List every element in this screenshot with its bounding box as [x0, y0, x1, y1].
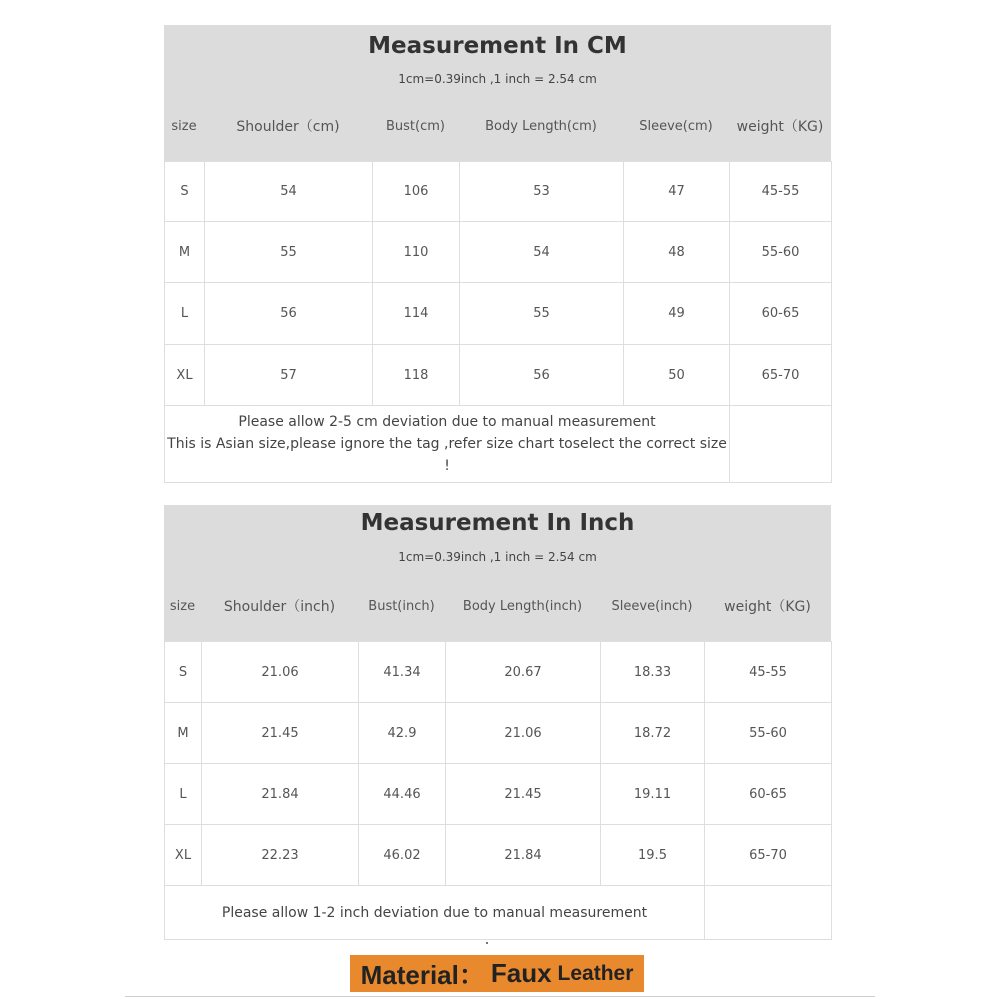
table-cell: 21.45: [446, 764, 601, 825]
deviation-note: Please allow 1-2 inch deviation due to manual measurement: [221, 904, 648, 921]
empty-cell: [705, 886, 832, 940]
note-row: [165, 406, 832, 483]
col-sleeve: Sleeve(inch): [611, 598, 693, 614]
stray-dot: [486, 942, 488, 944]
col-shoulder: Shoulder（inch): [223, 599, 336, 615]
inch-chart-title: Measurement In Inch: [360, 510, 635, 536]
table-cell: 19.5: [601, 825, 705, 886]
table-row: [165, 283, 832, 345]
table-cell: 60-65: [705, 764, 832, 825]
cm-chart-subtitle: 1cm=0.39inch ,1 inch = 2.54 cm: [398, 72, 597, 86]
note-cell: [165, 406, 730, 483]
table-cell: 55-60: [730, 222, 832, 283]
col-sleeve: Sleeve(cm): [639, 118, 713, 134]
table-cell: 50: [624, 345, 730, 406]
table-row: [165, 642, 832, 703]
inch-chart-subtitle: 1cm=0.39inch ,1 inch = 2.54 cm: [398, 550, 597, 564]
table-cell: 18.33: [601, 642, 705, 703]
col-bust: Bust(cm): [386, 118, 445, 134]
table-cell: 21.06: [202, 642, 359, 703]
col-size: size: [169, 598, 196, 614]
table-row: [165, 703, 832, 764]
table-cell: 55: [460, 283, 624, 345]
size-cell: XL: [165, 345, 205, 406]
inch-size-chart: [164, 505, 831, 940]
table-row: [165, 162, 832, 222]
table-cell: 21.84: [446, 825, 601, 886]
inch-chart-header: [164, 505, 831, 641]
table-cell: 53: [460, 162, 624, 222]
table-cell: 55: [205, 222, 373, 283]
material-label: [350, 955, 644, 992]
table-cell: 48: [624, 222, 730, 283]
table-row: [165, 764, 832, 825]
cm-column-headers: [164, 115, 831, 137]
table-cell: 55-60: [705, 703, 832, 764]
bottom-divider: [125, 996, 875, 997]
table-cell: 19.11: [601, 764, 705, 825]
material-value-main: Faux: [490, 958, 552, 988]
asian-size-note: This is Asian size,please ignore the tag ,refer size chart toselect the correct size !: [167, 436, 727, 474]
table-cell: 42.9: [359, 703, 446, 764]
size-cell: M: [165, 703, 202, 764]
col-shoulder: Shoulder（cm): [236, 119, 340, 135]
inch-column-headers: [164, 595, 831, 617]
table-cell: 65-70: [730, 345, 832, 406]
table-cell: 46.02: [359, 825, 446, 886]
table-cell: 21.45: [202, 703, 359, 764]
table-cell: 65-70: [705, 825, 832, 886]
size-cell: M: [165, 222, 205, 283]
col-bust: Bust(inch): [368, 598, 435, 614]
table-row: [165, 222, 832, 283]
size-cell: S: [165, 162, 205, 222]
table-cell: 47: [624, 162, 730, 222]
note-row: [165, 886, 832, 940]
table-cell: 18.72: [601, 703, 705, 764]
size-cell: L: [165, 283, 205, 345]
size-cell: L: [165, 764, 202, 825]
size-cell: XL: [165, 825, 202, 886]
table-cell: 106: [373, 162, 460, 222]
cm-size-chart: [164, 25, 831, 483]
cm-chart-header: [164, 25, 831, 161]
col-weight: weight（KG): [736, 119, 824, 135]
table-cell: 54: [460, 222, 624, 283]
table-cell: 49: [624, 283, 730, 345]
table-row: [165, 825, 832, 886]
col-body-length: Body Length(cm): [485, 118, 597, 134]
table-cell: 41.34: [359, 642, 446, 703]
deviation-note: Please allow 2-5 cm deviation due to manual measurement: [238, 414, 656, 430]
note-cell: [165, 886, 705, 940]
empty-cell: [730, 406, 832, 483]
table-cell: 20.67: [446, 642, 601, 703]
material-label-prefix: Material：: [360, 960, 485, 990]
table-cell: 45-55: [730, 162, 832, 222]
table-cell: 118: [373, 345, 460, 406]
col-weight: weight（KG): [724, 599, 811, 615]
table-cell: 22.23: [202, 825, 359, 886]
table-cell: 56: [460, 345, 624, 406]
table-cell: 44.46: [359, 764, 446, 825]
cm-size-table: [164, 161, 832, 483]
cm-chart-title: Measurement In CM: [368, 33, 627, 59]
inch-size-table: [164, 641, 832, 940]
col-size: size: [171, 118, 197, 134]
table-cell: 21.06: [446, 703, 601, 764]
material-value-small: Leather: [557, 961, 634, 985]
table-cell: 60-65: [730, 283, 832, 345]
table-row: [165, 345, 832, 406]
table-cell: 54: [205, 162, 373, 222]
col-body-length: Body Length(inch): [462, 598, 583, 614]
table-cell: 21.84: [202, 764, 359, 825]
table-cell: 114: [373, 283, 460, 345]
size-cell: S: [165, 642, 202, 703]
table-cell: 45-55: [705, 642, 832, 703]
table-cell: 110: [373, 222, 460, 283]
table-cell: 56: [205, 283, 373, 345]
table-cell: 57: [205, 345, 373, 406]
